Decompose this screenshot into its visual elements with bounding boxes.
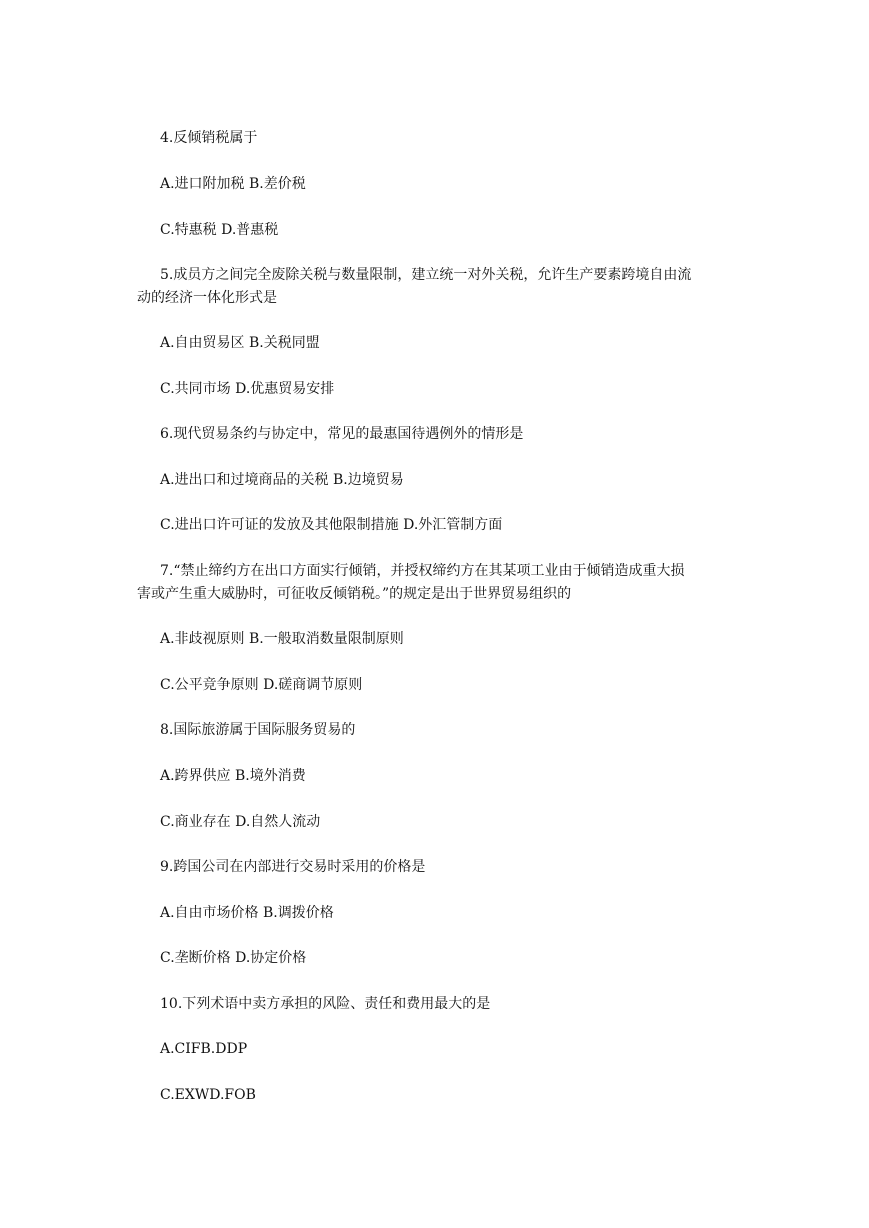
question-9-options-cd: C.垄断价格 D.协定价格 xyxy=(160,950,307,966)
question-4-options-cd: C.特惠税 D.普惠税 xyxy=(160,222,279,238)
question-8-stem: 8.国际旅游属于国际服务贸易的 xyxy=(160,722,356,738)
question-5-options-ab: A.自由贸易区 B.关税同盟 xyxy=(160,335,320,351)
question-4-stem: 4.反倾销税属于 xyxy=(160,130,258,146)
question-4-options-ab: A.进口附加税 B.差价税 xyxy=(160,176,306,192)
question-6-options-cd: C.进出口许可证的发放及其他限制措施 D.外汇管制方面 xyxy=(160,517,503,533)
question-9-stem: 9.跨国公司在内部进行交易时采用的价格是 xyxy=(160,859,426,875)
question-5-options-cd: C.共同市场 D.优惠贸易安排 xyxy=(160,381,335,397)
question-5-stem-line1: 5.成员方之间完全废除关税与数量限制，建立统一对外关税，允许生产要素跨境自由流 xyxy=(160,267,692,283)
question-10-stem: 10.下列术语中卖方承担的风险、责任和费用最大的是 xyxy=(160,996,491,1012)
question-10-options-cd: C.EXWD.FOB xyxy=(160,1087,256,1103)
question-5-stem-line2: 动的经济一体化形式是 xyxy=(137,290,277,306)
question-7-options-cd: C.公平竞争原则 D.磋商调节原则 xyxy=(160,677,363,693)
question-10-options-ab: A.CIFB.DDP xyxy=(160,1041,248,1057)
question-8-options-ab: A.跨界供应 B.境外消费 xyxy=(160,768,306,784)
question-7-stem-line2: 害或产生重大威胁时，可征收反倾销税。”的规定是出于世界贸易组织的 xyxy=(137,586,572,602)
question-7-stem-line1: 7.“禁止缔约方在出口方面实行倾销，并授权缔约方在其某项工业由于倾销造成重大损 xyxy=(160,563,685,579)
question-9-options-ab: A.自由市场价格 B.调拨价格 xyxy=(160,905,334,921)
question-6-options-ab: A.进出口和过境商品的关税 B.边境贸易 xyxy=(160,472,404,488)
question-7-options-ab: A.非歧视原则 B.一般取消数量限制原则 xyxy=(160,631,404,647)
question-6-stem: 6.现代贸易条约与协定中，常见的最惠国待遇例外的情形是 xyxy=(160,426,524,442)
question-8-options-cd: C.商业存在 D.自然人流动 xyxy=(160,814,321,830)
